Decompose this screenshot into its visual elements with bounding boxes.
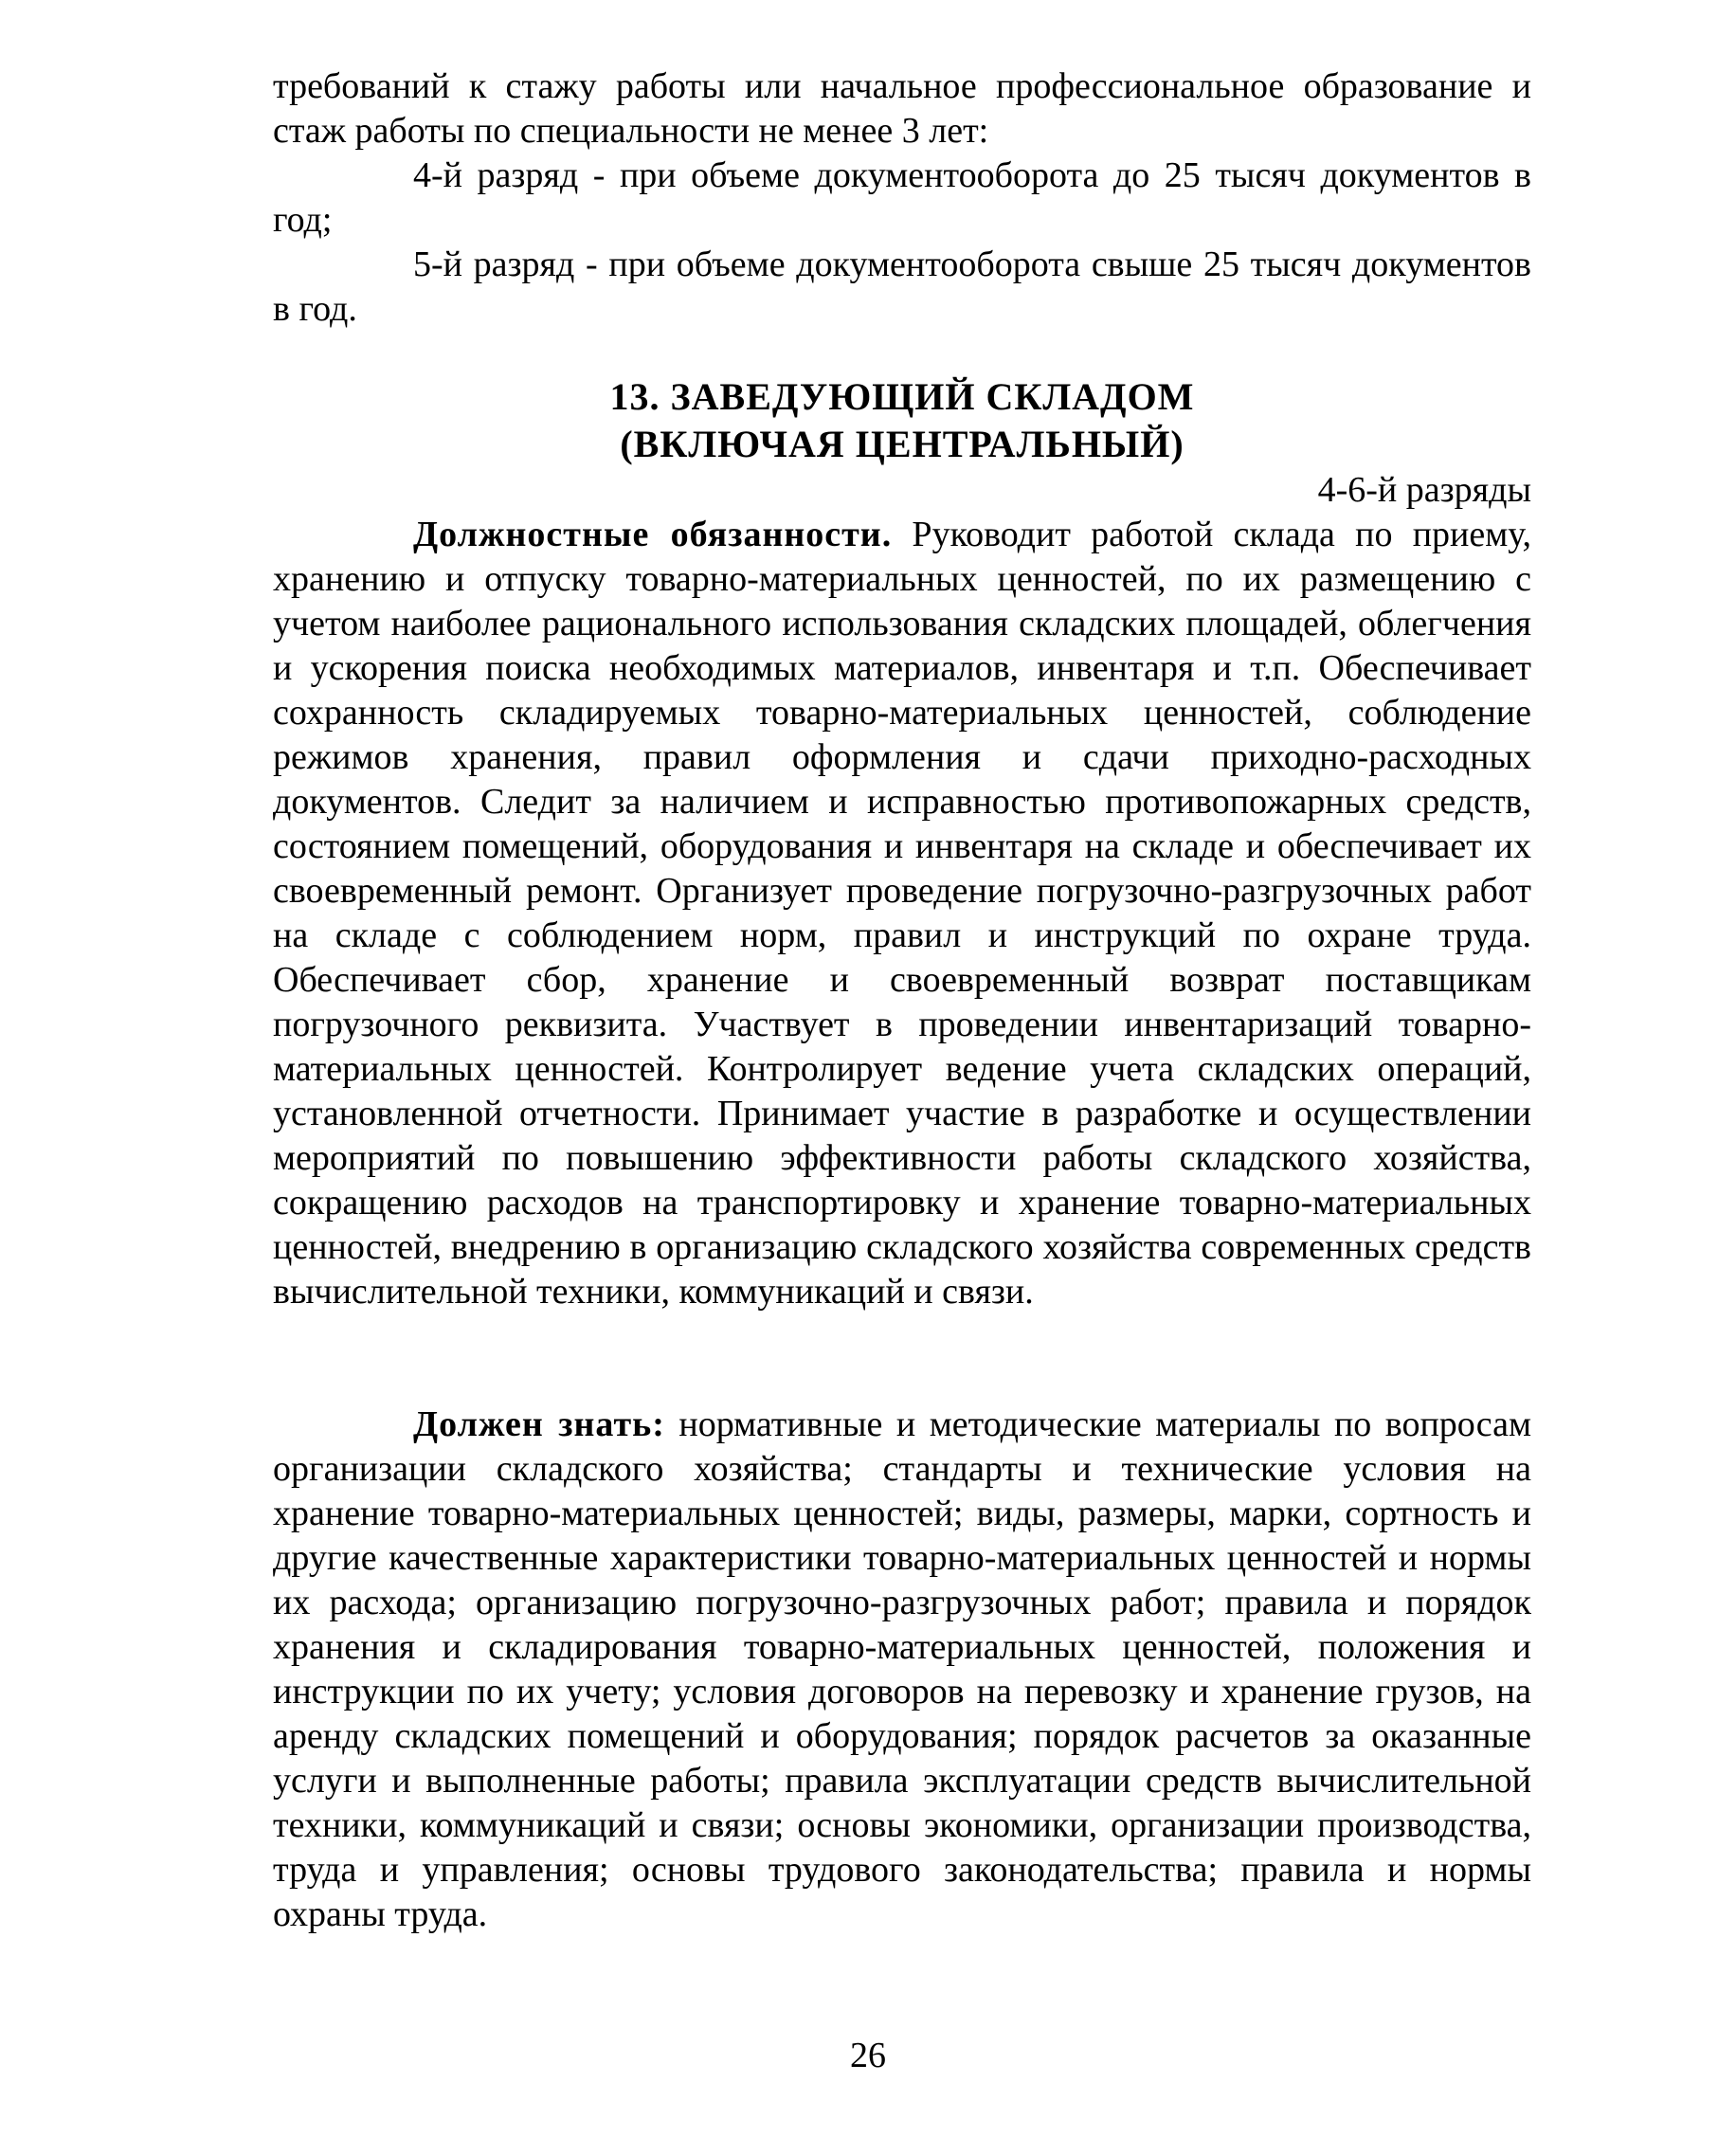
section-title-line-1: 13. ЗАВЕДУЮЩИЙ СКЛАДОМ	[609, 375, 1195, 418]
page-number: 26	[850, 2036, 886, 2075]
knowledge-label: Должен знать:	[413, 1404, 665, 1444]
duties-label: Должностные обязанности.	[413, 515, 893, 554]
grade-5-condition: 5-й разряд - при объеме документооборота свыше 25 тысяч документов в год.	[273, 244, 1531, 329]
knowledge-block	[273, 1403, 1531, 1937]
grade-4-condition: 4-й разряд - при объеме документооборота до 25 тысяч документов в год;	[273, 155, 1531, 240]
knowledge-paragraph	[273, 1403, 1531, 1937]
grade-range: 4-6-й разряды	[1317, 470, 1531, 510]
qualification-continuation: требований к стажу работы или начальное профессиональное образование и стаж работы по специальности не менее 3 лет:	[273, 66, 1531, 151]
duties-text: Руководит работой склада по приему, хранению и отпуску товарно-материальных ценностей, по их размещению с учетом наиболее рационального использования складских площадей, облегчения и ускорения поиска необходимых материалов, инвентаря и т.п. Обеспечивает сохранность складируемых товарно-материальных ценностей, соблюдение режимов хранения, правил оформления и сдачи приходно-расходных документов. Следит за наличием и исправностью противопожарных средств, состоянием помещений, оборудования и инвентаря на складе и обеспечивает их своевременный ремонт. Организует проведение погрузочно-разгрузочных работ на складе с соблюдением норм, правил и инструкций по охране труда. Обеспечивает сбор, хранение и своевременный возврат поставщикам погрузочного реквизита. Участвует в проведении инвентаризаций товарно-материальных ценностей. Контролирует ведение учета складских операций, установленной отчетности. Принимает участие в разработке и осуществлении мероприятий по повышению эффективности работы складского хозяйства, сокращению расходов на транспортировку и хранение товарно-материальных ценностей, внедрению в организацию складского хозяйства современных средств вычислительной техники, коммуникаций и связи.	[273, 515, 1531, 1312]
duties-block	[273, 513, 1531, 1314]
knowledge-text: нормативные и методические материалы по вопросам организации складского хозяйства; стандарты и технические условия на хранение товарно-материальных ценностей; виды, размеры, марки, сортность и другие качественные характеристики товарно-материальных ценностей и нормы их расхода; организацию погрузочно-разгрузочных работ; правила и порядок хранения и складирования товарно-материальных ценностей, положения и инструкции по их учету; условия договоров на перевозку и хранение грузов, на аренду складских помещений и оборудования; порядок расчетов за оказанные услуги и выполненные работы; правила эксплуатации средств вычислительной техники, коммуникаций и связи; основы экономики, организации производства, труда и управления; основы трудового законодательства; правила и нормы охраны труда.	[273, 1404, 1531, 1934]
duties-paragraph	[273, 513, 1531, 1314]
top-section	[273, 64, 1531, 332]
section-title	[273, 373, 1531, 468]
section-title-line-2: (ВКЛЮЧАЯ ЦЕНТРАЛЬНЫЙ)	[620, 423, 1184, 465]
